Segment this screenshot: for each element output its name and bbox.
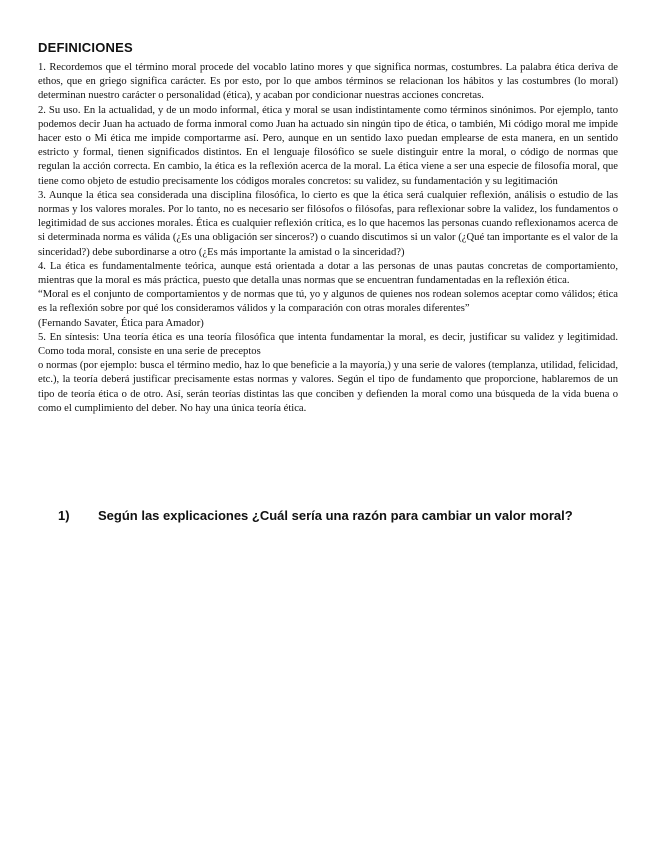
quote-author: (Fernando Savater, Ética para Amador) xyxy=(38,317,204,329)
question-text: Según las explicaciones ¿Cuál sería una razón para cambiar un valor moral? xyxy=(98,508,573,523)
document-heading: DEFINICIONES xyxy=(38,40,133,55)
paragraph-1: 1. Recordemos que el término moral procede del vocablo latino mores y que significa normas, costumbres. La palabra ética deriva de ethos, que en griego significa carácter. Es por esto, por lo que ambos términos se relacionan los hábitos y las costumbres (lo moral) determinan nuestro carácter o personalidad (ética), y acaban por condicionar nuestras acciones concretas. xyxy=(38,62,618,102)
paragraph-2: 2. Su uso. En la actualidad, y de un modo informal, ética y moral se usan indistintamente como términos sinónimos. Por ejemplo, tanto podemos decir Juan ha actuado de forma inmoral como Juan ha actuado sin ningún tipo de ética, o también, Mi código moral me impide hacer esto o Mi ética me impide comportarme así. Pero, aunque en un sentido laxo puedan emplearse de esta manera, en un sentido estricto y formal, tienen significados distintos. En el lenguaje filosófico se suele distinguir entre la moral, o código de normas que regulan la acción correcta. En cambio, la ética es la reflexión acerca de la moral. La ética viene a ser una especie de filosofía moral, que tiene como objeto de estudio precisamente los códigos morales concretos: su validez, su fundamentación y su legitimación xyxy=(38,104,618,187)
paragraph-4: 4. La ética es fundamentalmente teórica, aunque está orientada a dotar a las personas de unas pautas concretas de comportamiento, mientras que la moral es más práctica, puesto que detalla unas normas que se encuentran fundamentadas en la reflexión ética. xyxy=(38,260,618,287)
question-1 xyxy=(58,508,638,524)
question-number: 1) xyxy=(58,508,70,523)
paragraph-3: 3. Aunque la ética sea considerada una disciplina filosófica, lo cierto es que la ética será cualquier reflexión, análisis o estudio de las normas y los valores morales. Por lo tanto, no es necesario ser filósofos o filósofas, para reflexionar sobre la validez, los fundamentos o legitimidad de sus acciones morales. Ética es cualquier reflexión crítica, es lo que hacemos las personas cuando reflexionamos acerca de si determinada norma es válida (¿Es una obligación ser sinceros?) o cuando discutimos si un valor (¿Qué tan importante es el valor de la sinceridad?) debe subordinarse a otro (¿Es más importante la amistad o la sinceridad?) xyxy=(38,189,618,258)
quote-text: “Moral es el conjunto de comportamientos y de normas que tú, yo y algunos de quienes nos rodean solemos aceptar como válidos; ética es la reflexión sobre por qué los consideramos válidos y la comparación con otras morales diferentes” xyxy=(38,289,618,315)
paragraph-5-line-1: 5. En síntesis: Una teoría ética es una teoría filosófica que intenta fundamentar la moral, es decir, justificar su validez y legitimidad. Como toda moral, consiste en una serie de preceptos xyxy=(38,331,618,358)
document-body xyxy=(38,40,618,416)
paragraph-5-line-2: o normas (por ejemplo: busca el término medio, haz lo que beneficie a la mayoría,) y una serie de valores (templanza, utilidad, felicidad, etc.), la teoría deberá justificar precisamente estas normas y valores. Según el tipo de fundamento que proporcione, hablaremos de un tipo de teoría ética o de otro. Así, serán teorías distintas las que conciben y defienden la moral como una búsqueda de la vida buena o como el cumplimiento del deber. No hay una única teoría ética. xyxy=(38,360,618,414)
